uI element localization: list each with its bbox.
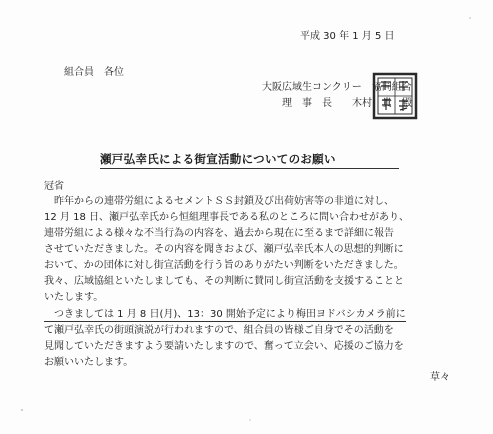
document-date: 平成 30 年 1 月 5 日 — [300, 31, 395, 42]
body-line: いたします。 — [44, 292, 104, 303]
sender-chairman: 理 事 長 木村 貴 殿 — [282, 98, 412, 109]
addressee: 組合員 各位 — [64, 67, 124, 78]
closing-remark: 草々 — [430, 372, 450, 383]
sender-organization: 大阪広域生コンクリー 協同組合 — [262, 82, 412, 93]
body-line: 連帯労組による様々な不当行為の内容を、過去から現在に至るまで詳細に報告 — [44, 228, 394, 239]
body-line: お願いいたします。 — [44, 357, 134, 368]
body-line: て瀬戸弘幸氏の街頭演説が行われますので、組合員の皆様ご自身でその活動を — [44, 325, 394, 336]
official-seal-icon — [372, 72, 418, 120]
body-line: 12 月 18 日、瀬戸弘幸氏から恒組理事長である私のところに問い合わせがあり、 — [44, 212, 409, 223]
greeting: 冠省 — [44, 181, 64, 192]
title-underline — [100, 168, 399, 169]
document-title: 瀬戸弘幸氏による街宣活動についてのお願い — [100, 152, 336, 166]
body-line: 我々、広域協組といたしましても、その判断に賛同し街宣活動を支援することと — [44, 276, 404, 287]
body-line: 見聞していただきますよう要請いたしますので、奮って立会い、応援のご協力を — [44, 341, 404, 352]
body-line: させていただきました。その内容を聞きおよび、瀬戸弘幸氏本人の思想的判断に — [44, 244, 404, 255]
body-line: 昨年からの連帯労組によるセメントＳＳ封鎖及び出荷妨害等の非道に対し、 — [44, 196, 394, 207]
body-line: おいて、かの団体に対し街宣活動を行う旨のありがたい判断をいただきました。 — [44, 260, 404, 271]
body-line-underlined: つきましては 1 月 8 日(月)、13：30 開始予定により梅田ヨドバシカメラ前に — [44, 309, 406, 320]
